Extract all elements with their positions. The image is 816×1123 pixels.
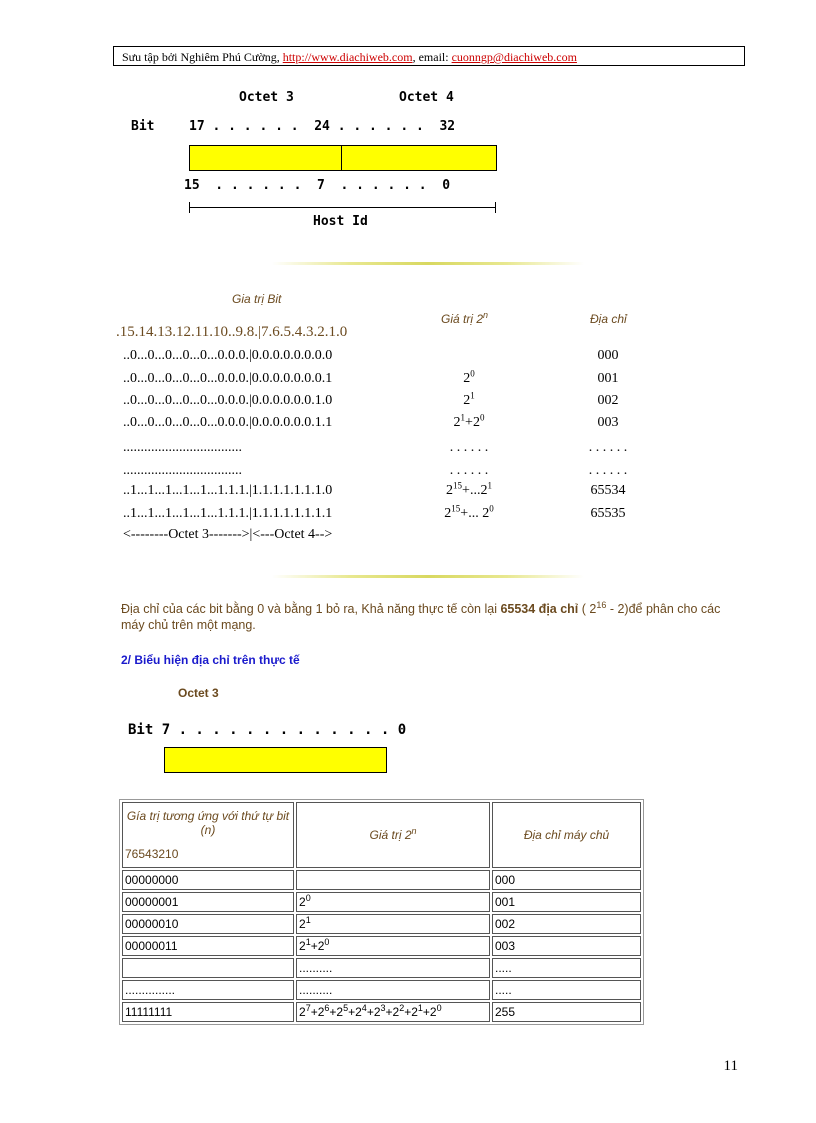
- cell-bits: [122, 958, 294, 978]
- bit-row-power: $2^1+2^0$: [453, 412, 485, 430]
- separator-2: [272, 575, 584, 578]
- table-row: [122, 870, 641, 890]
- header-url-link[interactable]: http://www.diachiweb.com: [282, 50, 413, 64]
- octet3-label: Octet 3: [239, 90, 294, 105]
- cell-address: 001: [492, 892, 641, 912]
- cell-address: 002: [492, 914, 641, 934]
- cell-bits: 00000011: [122, 936, 294, 956]
- table-row: [122, 1002, 641, 1022]
- bit-row-power: $2^0$: [463, 368, 475, 386]
- cell-address: 255: [492, 1002, 641, 1022]
- cell-address: 000: [492, 870, 641, 890]
- cell-power: [296, 870, 490, 890]
- bit-row-bits: ..1...1...1...1...1...1.1.1.|1.1.1.1.1.1.1.1: [123, 506, 333, 521]
- host-id-label: Host Id: [313, 214, 368, 229]
- table-row: [122, 980, 641, 1000]
- bit-row-bits: ..1...1...1...1...1...1.1.1.|1.1.1.1.1.1.1.0: [123, 483, 333, 498]
- power-value-header: Giá trị 2$^n$: [441, 310, 489, 326]
- bit-row-power: . . . . . .: [449, 463, 489, 478]
- header-prefix: Sưu tập bởi Nghiêm Phú Cường,: [122, 50, 283, 64]
- cell-power: $2^7+2^6+2^5+2^4+2^3+2^2+2^1+2^0$: [296, 1002, 490, 1022]
- bit-label: Bit: [131, 119, 155, 134]
- host-id-line: [189, 207, 496, 208]
- section-octet3-label: Octet 3: [178, 686, 219, 700]
- cell-bits: 11111111: [122, 1002, 294, 1022]
- bit-row-address: 000: [597, 348, 619, 363]
- cell-bits: 00000010: [122, 914, 294, 934]
- bit-row-power: $2^{15}+$... $2^0$: [444, 503, 494, 521]
- header-email-label: , email:: [412, 50, 452, 64]
- bit-row-address: 002: [597, 393, 619, 408]
- address-header: Địa chỉ: [590, 312, 627, 326]
- separator-1: [272, 262, 584, 265]
- host-address-table: [119, 799, 644, 1025]
- section-bit-ruler: Bit 7 . . . . . . . . . . . . . 0: [128, 722, 407, 738]
- header-host-address: Địa chỉ máy chủ: [492, 802, 641, 868]
- octet-footer: <--------Octet 3------->|<---Octet 4-->: [123, 527, 333, 542]
- octet3-bar: [189, 145, 343, 171]
- bit-row-bits: ..0...0...0...0...0...0.0.0.|0.0.0.0.0.0.0.0: [123, 348, 333, 363]
- table-row: [122, 958, 641, 978]
- table-row: [122, 892, 641, 912]
- cell-address: .....: [492, 958, 641, 978]
- top-bit-ruler: 17 . . . . . . 24 . . . . . . 32: [189, 119, 456, 134]
- cell-bits: 00000001: [122, 892, 294, 912]
- page-header: [113, 46, 745, 66]
- cell-address: 003: [492, 936, 641, 956]
- bit-row-bits: ..0...0...0...0...0...0.0.0.|0.0.0.0.0.0.1.0: [123, 393, 333, 408]
- host-id-tick-left: [189, 202, 190, 213]
- cell-bits: 00000000: [122, 870, 294, 890]
- bit-row-power: $2^1$: [463, 390, 475, 408]
- bit-row-address: . . . . . .: [588, 463, 628, 478]
- bit-row-address: 65534: [590, 483, 626, 498]
- bit-value-header: Gia trị Bit: [232, 292, 282, 306]
- explanation-paragraph: Địa chỉ của các bit bằng 0 và bằng 1 bỏ ra, Khả năng thực tế còn lại 65534 địa chỉ ( $2^{16}$ - 2)để phân cho các máy chủ trên một mạng.: [121, 599, 721, 632]
- bit-row-address: 001: [597, 371, 619, 386]
- table-header-row: [122, 802, 641, 868]
- cell-power: $2^0$: [296, 892, 490, 912]
- cell-power: ..........: [296, 980, 490, 1000]
- bit-row-bits: ..0...0...0...0...0...0.0.0.|0.0.0.0.0.0.0.1: [123, 371, 333, 386]
- header-bit-order: Gía trị tương ứng với thứ tự bit (n) 76543210: [122, 802, 294, 868]
- bit-row-bits: ..................................: [123, 463, 242, 478]
- bit-position-header: .15.14.13.12.11.10..9.8.|7.6.5.4.3.2.1.0: [116, 324, 348, 340]
- page-number: 11: [723, 1058, 738, 1074]
- cell-bits: ...............: [122, 980, 294, 1000]
- section-octet3-bar: [164, 747, 387, 773]
- host-id-tick-right: [495, 202, 496, 213]
- octet4-label: Octet 4: [399, 90, 454, 105]
- bit-row-power: . . . . . .: [449, 440, 489, 455]
- cell-power: ..........: [296, 958, 490, 978]
- bit-row-bits: ..................................: [123, 440, 242, 455]
- octet4-bar: [341, 145, 497, 171]
- header-power-value: Giá trị 2$^n$: [296, 802, 490, 868]
- cell-power: $2^1$: [296, 914, 490, 934]
- bit-row-bits: ..0...0...0...0...0...0.0.0.|0.0.0.0.0.0.1.1: [123, 415, 333, 430]
- cell-address: .....: [492, 980, 641, 1000]
- table-row: [122, 936, 641, 956]
- bit-row-address: 003: [597, 415, 619, 430]
- section-title: 2/ Biểu hiện địa chỉ trên thực tế: [121, 653, 300, 667]
- bottom-bit-ruler: 15 . . . . . . 7 . . . . . . 0: [184, 178, 451, 193]
- bit-row-address: . . . . . .: [588, 440, 628, 455]
- bit-row-address: 65535: [590, 506, 626, 521]
- bit-row-power: $2^{15}+...2^1$: [446, 480, 492, 498]
- header-email-link[interactable]: cuonngp@diachiweb.com: [451, 50, 577, 64]
- cell-power: $2^1+2^0$: [296, 936, 490, 956]
- table-row: [122, 914, 641, 934]
